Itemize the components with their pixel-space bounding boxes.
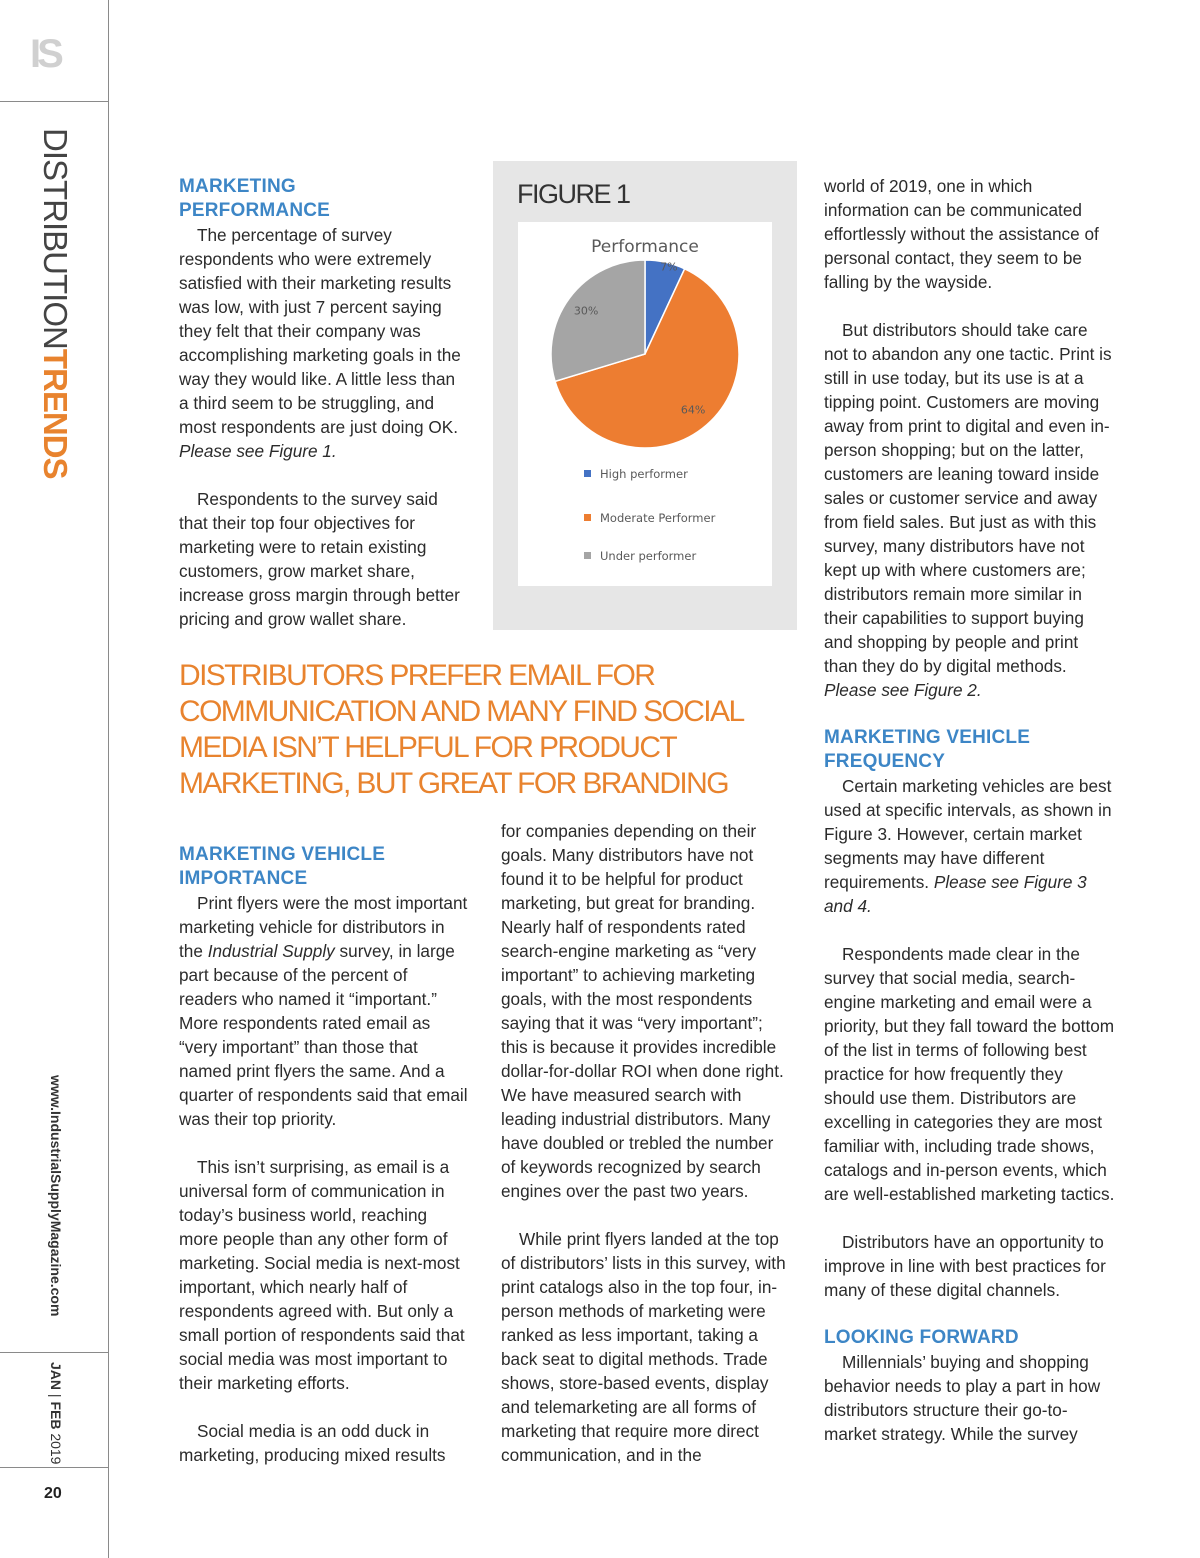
figure-reference: Please see Figure 2. [824, 680, 982, 700]
column-1-top [179, 175, 469, 631]
legend-label: High performer [600, 467, 688, 481]
section-heading [824, 726, 1116, 774]
paragraph-text: survey, in large part because of the percent of readers who named it “important.” More respondents rated email as “very important” than those that named print flyers the same. And a quarter of respondents said that email was their top priority. [179, 941, 468, 1129]
heading-line: FREQUENCY [824, 751, 946, 772]
heading-line: MARKETING [179, 176, 296, 197]
figure-1 [493, 161, 797, 630]
chart-title: Performance [591, 237, 699, 257]
magazine-url: www.IndustrialSupplyMagazine.com [48, 1075, 64, 1317]
paragraph: Millennials’ buying and shopping behavior needs to play a part in how distributors structure their go-to-market strategy. While the survey [824, 1352, 1101, 1444]
chart-panel [518, 222, 772, 586]
magazine-logo: IS [30, 32, 60, 76]
paragraph: world of 2019, one in which information can be communicated effortlessly without the assistance of personal contact, they seem to be falling by the wayside. [824, 176, 1099, 292]
paragraph [179, 223, 469, 463]
legend-swatch [584, 470, 591, 477]
pie-data-label: 64% [680, 403, 706, 417]
paragraph: Respondents to the survey said that their top four objectives for marketing were to retain existing customers, grow market share, increase gross margin through better pricing and grow wallet share. [179, 489, 460, 629]
section-heading [824, 1326, 1116, 1350]
issue-date [46, 1362, 66, 1465]
paragraph: Social media is an odd duck in marketing, producing mixed results [179, 1421, 446, 1465]
heading-line: LOOKING FORWARD [824, 1327, 1019, 1348]
heading-line: IMPORTANCE [179, 868, 308, 889]
figure-label: FIGURE 1 [517, 179, 630, 209]
issue-year: 2019 [48, 1429, 64, 1465]
section-heading [179, 843, 469, 891]
column-1-bottom [179, 843, 469, 1467]
divider [0, 1352, 108, 1353]
publication-name: Industrial Supply [207, 941, 335, 961]
issue-month-1: JAN [48, 1362, 64, 1391]
pie-data-label: 30% [573, 304, 599, 318]
paragraph: for companies depending on their goals. Many distributors have not found it to be helpful for product marketing, but great for branding. Nearly half of respondents rated search-engine marketing as “very important” to achieving marketing goals, with the most respondents saying that it was “very important”; this is because it provides incredible dollar-for-dollar ROI when done right. We have measured search with leading industrial distributors. Many have doubled or trebled the number of keywords recognized by search engines over the past two years. [501, 821, 784, 1201]
heading-line: MARKETING VEHICLE [824, 727, 1031, 748]
legend-label: Under performer [600, 549, 697, 563]
paragraph-text: But distributors should take care not to abandon any one tactic. Print is still in use today, but its use is at a tipping point. Customers are moving away from print to digital and even in-person shopping; but on the latter, customers are leaning toward inside sales or customer service and away from field sales. But just as with this survey, many distributors have not kept up with where customers are; distributors remain more similar in their capabilities to support buying and shopping by people and print than they do by digital methods. [824, 320, 1112, 676]
sidebar [0, 0, 109, 1558]
section-title [35, 128, 75, 479]
page-number: 20 [44, 1485, 62, 1502]
paragraph-text: Print flyers were the most important marketing vehicle for distributors in the [179, 893, 468, 961]
figure-reference: Please see Figure 1. [179, 441, 337, 461]
section-heading [179, 175, 469, 223]
pull-headline: DISTRIBUTORS PREFER EMAIL FOR COMMUNICATION AND MANY FIND SOCIAL MEDIA ISN’T HELPFUL FOR PRODUCT MARKETING, BUT GREAT FOR BRANDING [179, 659, 743, 800]
paragraph: This isn’t surprising, as email is a universal form of communication in today’s business world, reaching more people than any other form of marketing. Social media is next-most important, which nearly half of respondents agreed with. But only a small portion of respondents said that social media was most important to their marketing efforts. [179, 1157, 465, 1393]
divider [0, 1467, 108, 1468]
issue-separator: | [48, 1390, 64, 1402]
heading-line: PERFORMANCE [179, 200, 331, 221]
pie-chart [518, 222, 772, 586]
paragraph: While print flyers landed at the top of distributors’ lists in this survey, with print catalogs also in the top four, in-person methods of marketing were ranked as less important, taking a back seat to digital methods. Trade shows, store-based events, display and telemarketing are all forms of marketing that require more direct communication, and in the [501, 1229, 786, 1465]
legend-label: Moderate Performer [600, 511, 716, 525]
paragraph-text: The percentage of survey respondents who were extremely satisfied with their marketing results was low, with just 7 percent saying they felt that their company was accomplishing marketing goals in the way they would like. A little less than a third seem to be struggling, and most respondents are just doing OK. [179, 225, 461, 437]
figure-reference: Please see Figure 3 and 4. [824, 872, 1087, 916]
section-title-bold: TRENDS [37, 348, 74, 479]
paragraph: Distributors have an opportunity to improve in line with best practices for many of these digital channels. [824, 1232, 1106, 1300]
legend-swatch [584, 514, 591, 521]
divider [0, 101, 108, 102]
section-title-light: DISTRIBUTION [37, 128, 74, 349]
column-3 [824, 174, 1116, 1446]
issue-month-2: FEB [48, 1401, 64, 1430]
pie-data-label: 7% [660, 260, 678, 274]
paragraph [824, 318, 1116, 702]
legend-swatch [584, 552, 591, 559]
paragraph [824, 774, 1116, 918]
column-2 [501, 819, 791, 1467]
paragraph: Respondents made clear in the survey that social media, search-engine marketing and email were a priority, but they fall toward the bottom of the list in terms of following best practice for how frequently they should use them. Distributors are excelling in categories they are most familiar with, including trade shows, catalogs and in-person events, which are well-established marketing tactics. [824, 944, 1115, 1204]
heading-line: MARKETING VEHICLE [179, 844, 386, 865]
paragraph [179, 891, 469, 1131]
paragraph-text: Certain marketing vehicles are best used at specific intervals, as shown in Figure 3. However, certain market segments may have different requirements. [824, 776, 1112, 892]
